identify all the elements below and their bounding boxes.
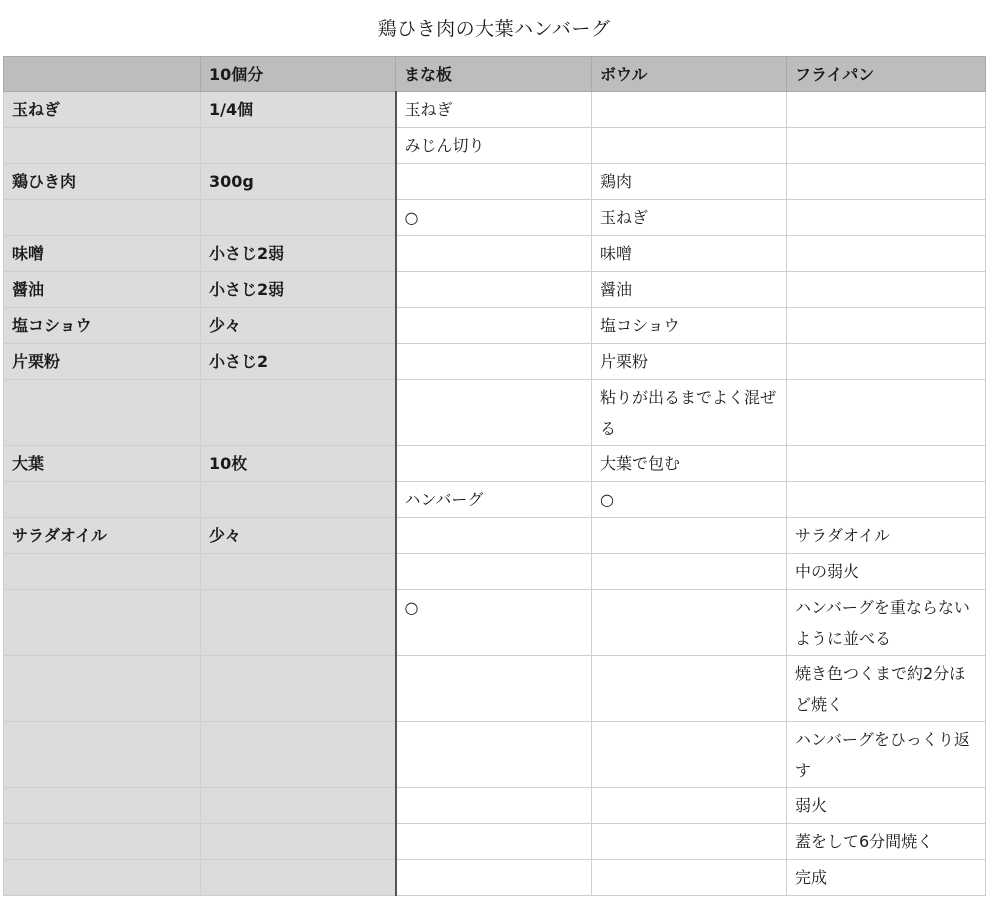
table-row	[4, 788, 986, 824]
frying-pan-cell	[787, 482, 986, 518]
cutting-board-cell	[396, 722, 592, 788]
frying-pan-cell	[787, 554, 986, 590]
bowl-cell	[592, 446, 787, 482]
table-row	[4, 824, 986, 860]
ingredient-cell	[4, 380, 201, 446]
ingredient-cell	[4, 860, 201, 896]
cutting-board-cell	[396, 482, 592, 518]
amount-cell-text: 小さじ2弱	[209, 244, 285, 263]
bowl-cell	[592, 656, 787, 722]
frying-pan-cell-text: ハンバーグをひっくり返す	[795, 730, 970, 780]
frying-pan-cell	[787, 272, 986, 308]
ingredient-cell	[4, 722, 201, 788]
table-row	[4, 446, 986, 482]
ingredient-cell-text: 鶏ひき肉	[12, 172, 77, 191]
amount-cell-text: 1/4個	[209, 100, 254, 119]
ingredient-cell	[4, 308, 201, 344]
frying-pan-cell	[787, 656, 986, 722]
header-cell-bowl: ボウル	[592, 57, 787, 92]
header-cell-frying-pan: フライパン	[787, 57, 986, 92]
ingredient-cell	[4, 518, 201, 554]
cutting-board-cell	[396, 518, 592, 554]
bowl-cell	[592, 380, 787, 446]
table-row	[4, 380, 986, 446]
amount-cell	[201, 308, 396, 344]
ingredient-cell-text: 味噌	[12, 244, 45, 263]
table-row	[4, 164, 986, 200]
frying-pan-cell	[787, 92, 986, 128]
frying-pan-cell	[787, 236, 986, 272]
amount-cell	[201, 200, 396, 236]
cutting-board-cell-text: ○	[404, 598, 419, 617]
frying-pan-cell-text: 弱火	[795, 796, 828, 815]
cutting-board-cell-text: ○	[404, 208, 419, 227]
ingredient-cell	[4, 482, 201, 518]
bowl-cell	[592, 236, 787, 272]
frying-pan-cell	[787, 344, 986, 380]
bowl-cell-text: 鶏肉	[600, 172, 633, 191]
table-row	[4, 554, 986, 590]
ingredient-cell	[4, 554, 201, 590]
cutting-board-cell	[396, 344, 592, 380]
bowl-cell	[592, 128, 787, 164]
table-row	[4, 272, 986, 308]
ingredient-cell	[4, 344, 201, 380]
table-row	[4, 482, 986, 518]
frying-pan-cell	[787, 308, 986, 344]
amount-cell-text: 少々	[209, 526, 242, 545]
table-row	[4, 518, 986, 554]
table-row	[4, 92, 986, 128]
header-cell-ingredient	[4, 57, 201, 92]
ingredient-cell	[4, 824, 201, 860]
bowl-cell	[592, 554, 787, 590]
table-row	[4, 860, 986, 896]
amount-cell	[201, 236, 396, 272]
amount-cell-text: 小さじ2	[209, 352, 269, 371]
bowl-cell-text: 玉ねぎ	[600, 208, 649, 227]
cutting-board-cell	[396, 860, 592, 896]
frying-pan-cell-text: サラダオイル	[795, 526, 891, 545]
amount-cell	[201, 380, 396, 446]
amount-cell-text: 小さじ2弱	[209, 280, 285, 299]
ingredient-cell	[4, 92, 201, 128]
ingredient-cell	[4, 164, 201, 200]
amount-cell	[201, 590, 396, 656]
amount-cell	[201, 722, 396, 788]
amount-cell	[201, 92, 396, 128]
table-row	[4, 656, 986, 722]
cutting-board-cell	[396, 554, 592, 590]
ingredient-cell-text: 大葉	[12, 454, 45, 473]
table-body	[4, 92, 986, 896]
frying-pan-cell-text: 完成	[795, 868, 828, 887]
amount-cell	[201, 164, 396, 200]
header-cell-amount: 10個分	[201, 57, 396, 92]
frying-pan-cell	[787, 722, 986, 788]
frying-pan-cell-text: 中の弱火	[795, 562, 860, 581]
bowl-cell	[592, 518, 787, 554]
table-row	[4, 722, 986, 788]
ingredient-cell-text: 玉ねぎ	[12, 100, 61, 119]
page-title: 鶏ひき肉の大葉ハンバーグ	[377, 18, 611, 40]
bowl-cell-text: 粘りが出るまでよく混ぜる	[600, 388, 777, 438]
amount-cell	[201, 344, 396, 380]
bowl-cell-text: 塩コショウ	[600, 316, 680, 335]
cutting-board-cell	[396, 236, 592, 272]
amount-cell	[201, 554, 396, 590]
bowl-cell	[592, 308, 787, 344]
bowl-cell	[592, 344, 787, 380]
frying-pan-cell-text: 蓋をして6分間焼く	[795, 832, 934, 851]
table-row	[4, 308, 986, 344]
ingredient-cell	[4, 788, 201, 824]
bowl-cell	[592, 788, 787, 824]
ingredient-cell-text: 片栗粉	[12, 352, 61, 371]
bowl-cell	[592, 590, 787, 656]
table-row	[4, 128, 986, 164]
frying-pan-cell	[787, 788, 986, 824]
ingredient-cell	[4, 128, 201, 164]
ingredient-cell	[4, 200, 201, 236]
bowl-cell-text: 大葉で包む	[600, 454, 681, 473]
frying-pan-cell	[787, 380, 986, 446]
amount-cell	[201, 824, 396, 860]
amount-cell	[201, 482, 396, 518]
bowl-cell	[592, 272, 787, 308]
bowl-cell	[592, 200, 787, 236]
frying-pan-cell-text: ハンバーグを重ならないように並べる	[795, 598, 970, 648]
cutting-board-cell	[396, 272, 592, 308]
cutting-board-cell	[396, 788, 592, 824]
cutting-board-cell	[396, 824, 592, 860]
bowl-cell	[592, 722, 787, 788]
bowl-cell	[592, 482, 787, 518]
cutting-board-cell	[396, 656, 592, 722]
bowl-cell-text: 醤油	[600, 280, 633, 299]
cutting-board-cell	[396, 128, 592, 164]
frying-pan-cell	[787, 590, 986, 656]
amount-cell-text: 10枚	[209, 454, 248, 473]
cutting-board-cell	[396, 590, 592, 656]
cutting-board-cell	[396, 200, 592, 236]
table-row	[4, 590, 986, 656]
bowl-cell	[592, 92, 787, 128]
table-row	[4, 200, 986, 236]
cutting-board-cell-text: みじん切り	[404, 136, 485, 155]
amount-cell	[201, 272, 396, 308]
bowl-cell-text: 片栗粉	[600, 352, 649, 371]
bowl-cell	[592, 824, 787, 860]
ingredient-cell-text: 塩コショウ	[12, 316, 92, 335]
cutting-board-cell	[396, 164, 592, 200]
ingredient-cell	[4, 236, 201, 272]
cutting-board-cell	[396, 92, 592, 128]
frying-pan-cell	[787, 164, 986, 200]
header-row	[4, 57, 986, 92]
cutting-board-cell-text: 玉ねぎ	[404, 100, 453, 119]
ingredient-cell	[4, 656, 201, 722]
ingredient-cell-text: 醤油	[12, 280, 45, 299]
frying-pan-cell	[787, 128, 986, 164]
ingredient-cell	[4, 272, 201, 308]
ingredient-cell	[4, 446, 201, 482]
amount-cell-text: 少々	[209, 316, 242, 335]
cutting-board-cell-text: ハンバーグ	[404, 490, 484, 509]
frying-pan-cell	[787, 860, 986, 896]
cutting-board-cell	[396, 380, 592, 446]
ingredient-cell-text: サラダオイル	[12, 526, 108, 545]
frying-pan-cell	[787, 200, 986, 236]
table-row	[4, 236, 986, 272]
frying-pan-cell-text: 焼き色つくまで約2分ほど焼く	[795, 664, 966, 714]
amount-cell	[201, 518, 396, 554]
amount-cell	[201, 656, 396, 722]
frying-pan-cell	[787, 824, 986, 860]
frying-pan-cell	[787, 518, 986, 554]
amount-cell	[201, 788, 396, 824]
bowl-cell-text: ○	[600, 490, 614, 509]
cutting-board-cell	[396, 446, 592, 482]
bowl-cell-text: 味噌	[600, 244, 633, 263]
amount-cell	[201, 128, 396, 164]
amount-cell	[201, 446, 396, 482]
recipe-table	[3, 56, 986, 896]
bowl-cell	[592, 860, 787, 896]
cutting-board-cell	[396, 308, 592, 344]
amount-cell	[201, 860, 396, 896]
header-cell-cutting-board: まな板	[396, 57, 592, 92]
table-row	[4, 344, 986, 380]
bowl-cell	[592, 164, 787, 200]
frying-pan-cell	[787, 446, 986, 482]
ingredient-cell	[4, 590, 201, 656]
amount-cell-text: 300g	[209, 172, 254, 191]
